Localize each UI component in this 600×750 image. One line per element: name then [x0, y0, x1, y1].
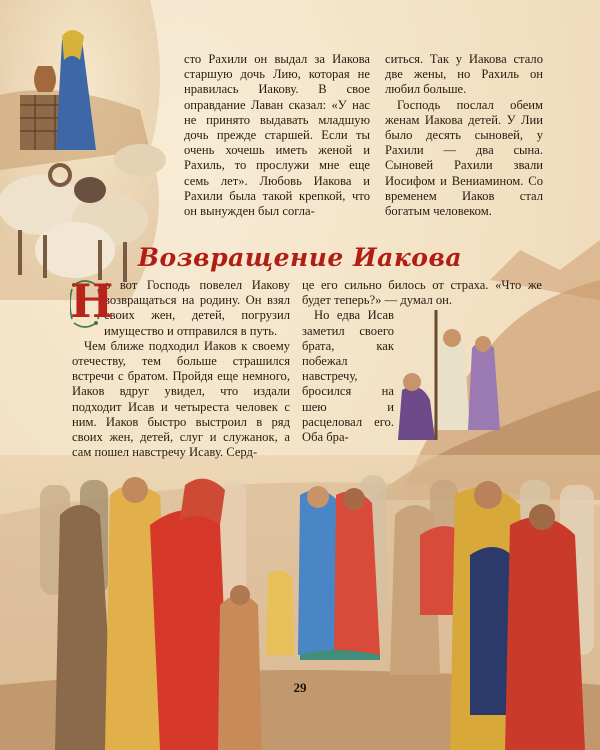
mid-left-text-column: [70, 274, 290, 460]
paragraph: Господь послал обеим женам Иакова детей. У Лии было десять сыновей, у Рахили — два сына. Сыновей Рахили звали Иосифом и Вениамином. Со временем Иаков стал богатым человеком.: [385, 97, 543, 219]
jug-icon: [34, 66, 56, 92]
drop-cap: Н: [70, 274, 114, 328]
mid-right-text-column: [302, 278, 542, 445]
top-left-text-column: [184, 52, 370, 219]
paragraph: Чем ближе подходил Иаков к своему отечеству, тем больше страшился встречи с братом. Пройдя еще немного, Иаков вдруг увидел, что издали подходит Исав и четыреста человек с ним. Иаков быстро выстроил в ряд своих жен, детей, слуг и служанок, а сам пошел навстречу Исаву. Серд-: [72, 338, 290, 460]
section-title: Возвращение Иакова: [137, 243, 463, 272]
reunion-crowd-illustration: [0, 455, 600, 750]
top-right-text-column: [385, 52, 543, 219]
page-number: 29: [293, 680, 307, 695]
embracing-brothers: [298, 486, 380, 660]
paragraph: Н о вот Господь повелел Иакову возвращаться на родину. Он взял своих жен, детей, погрузил имущество и отправился в путь.: [70, 274, 290, 338]
paragraph: ситься. Так у Иакова стало две жены, но Рахиль он любил больше.: [385, 52, 543, 97]
paragraph: сто Рахили он выдал за Иакова старшую дочь Лию, которая не нравилась Иакову. В свое оправдание Лаван сказал: «У нас не принято выдавать младшую дочь прежде старшей. Если ты очень хочешь иметь женой и Рахиль, то прослужи мне еще семь лет». Любовь Иакова и Рахили была такой крепкой, что он вынужден был согла-: [184, 52, 370, 219]
paragraph: Но едва Исав заметил своего брата, как побежал навстречу, бросился на шею и расцеловал его. Оба бра-: [302, 308, 394, 445]
paragraph: це его сильно билось от страха. «Что же будет теперь?» — думал он.: [302, 278, 542, 308]
